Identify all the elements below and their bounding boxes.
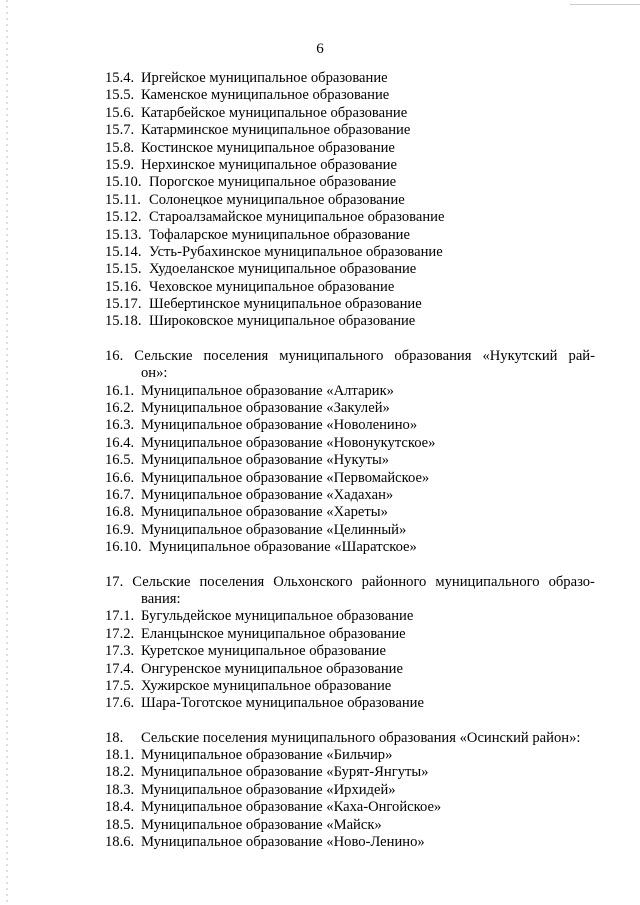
list-item: [105, 417, 595, 434]
heading-word: Сельские: [132, 573, 191, 590]
list-item-text: Муниципальное образование «Первомайское»: [141, 469, 430, 486]
list-item: [105, 470, 595, 487]
list-item-text: Муниципальное образование «Хареты»: [141, 504, 388, 521]
list-item-text: Муниципальное образование «Новонукутское»: [141, 434, 436, 451]
heading-word: Ольхонского: [273, 573, 353, 590]
list-item-text: Муниципальное образование «Целинный»: [141, 521, 407, 538]
heading-word: поселения: [199, 573, 265, 590]
heading-word: поселения: [203, 347, 269, 364]
list-section-17: [105, 608, 595, 712]
list-item-number: 16.4.: [105, 434, 135, 451]
section-18-heading-text: Сельские поселения муниципального образования «Осинский район»:: [141, 729, 581, 746]
list-item: [105, 643, 595, 660]
list-item: [105, 209, 595, 226]
list-item: [105, 661, 595, 678]
heading-word: «Нукутский: [482, 347, 558, 364]
section-17-heading: [105, 574, 595, 591]
list-item: [105, 192, 595, 209]
list-item-text: Муниципальное образование «Майск»: [141, 816, 382, 833]
list-item: [105, 695, 595, 712]
list-item-number: 15.13.: [105, 226, 142, 243]
list-item-number: 16.7.: [105, 486, 135, 503]
list-item-number: 17.6.: [105, 695, 135, 712]
list-item-text: Чеховское муниципальное образование: [149, 278, 395, 295]
list-item: [105, 313, 595, 330]
list-item-number: 16.5.: [105, 452, 135, 469]
scan-corner-artifact: [570, 4, 640, 5]
list-item: [105, 261, 595, 278]
list-item-number: 15.9.: [105, 156, 135, 173]
list-item: [105, 140, 595, 157]
list-item-number: 15.4.: [105, 70, 135, 86]
list-item-number: 15.11.: [105, 191, 141, 208]
list-item-text: Муниципальное образование «Новоленино»: [141, 417, 418, 434]
heading-word: образо-: [548, 573, 595, 590]
section-16: [105, 348, 595, 557]
list-item-number: 17.3.: [105, 643, 135, 660]
scan-margin-artifact: [6, 0, 8, 905]
heading-word: муниципального: [279, 347, 384, 364]
list-item-number: 15.18.: [105, 313, 142, 330]
list-item-text: Куретское муниципальное образование: [141, 643, 386, 660]
list-item: [105, 244, 595, 261]
list-item-text: Нерхинское муниципальное образование: [141, 156, 397, 173]
list-item-text: Муниципальное образование «Бильчир»: [141, 747, 393, 764]
list-item-number: 16.2.: [105, 400, 135, 417]
list-item-text: Хужирское муниципальное образование: [141, 677, 392, 694]
list-item-number: 17.1.: [105, 608, 135, 625]
list-item-number: 17.2.: [105, 625, 135, 642]
list-item: [105, 817, 595, 834]
list-item-number: 15.6.: [105, 104, 135, 121]
section-18: [105, 730, 595, 852]
list-item-number: 18.6.: [105, 834, 135, 851]
list-item: [105, 747, 595, 764]
list-item-number: 15.8.: [105, 139, 135, 156]
list-item-text: Солонецкое муниципальное образование: [149, 191, 405, 208]
list-item-text: Муниципальное образование «Каха-Онгойское»: [141, 799, 442, 816]
list-item-text: Катарминское муниципальное образование: [141, 122, 411, 139]
list-item-text: Костинское муниципальное образование: [141, 139, 395, 156]
list-item: [105, 383, 595, 400]
list-item: [105, 539, 595, 556]
list-item: [105, 834, 595, 851]
list-item-text: Онгуренское муниципальное образование: [141, 660, 403, 677]
list-item: [105, 608, 595, 625]
list-item-number: 15.7.: [105, 122, 135, 139]
list-item: [105, 174, 595, 191]
list-item-number: 16.10.: [105, 539, 142, 556]
list-item-text: Муниципальное образование «Закулей»: [141, 400, 390, 417]
list-item-text: Муниципальное образование «Ново-Ленино»: [141, 834, 425, 851]
list-item-number: 15.15.: [105, 261, 142, 278]
list-item: [105, 626, 595, 643]
section-17: [105, 574, 595, 713]
section-number: 16.: [105, 347, 124, 364]
list-item: [105, 799, 595, 816]
list-item-text: Усть-Рубахинское муниципальное образование: [149, 243, 443, 260]
list-item-number: 16.9.: [105, 521, 135, 538]
list-item: [105, 122, 595, 139]
list-item: [105, 157, 595, 174]
list-item-number: 16.6.: [105, 469, 135, 486]
list-item: [105, 279, 595, 296]
list-section-18: [105, 747, 595, 851]
list-item-text: Шара-Тоготское муниципальное образование: [141, 695, 424, 712]
heading-word: районного: [361, 573, 427, 590]
list-item: [105, 522, 595, 539]
list-item: [105, 452, 595, 469]
list-item-text: Муниципальное образование «Хадахан»: [141, 486, 394, 503]
list-item-text: Муниципальное образование «Нукуты»: [141, 452, 390, 469]
list-item: [105, 296, 595, 313]
list-item-text: Катарбейское муниципальное образование: [141, 104, 408, 121]
list-item: [105, 70, 595, 87]
list-item: [105, 782, 595, 799]
list-item-text: Муниципальное образование «Шаратское»: [149, 539, 417, 556]
list-section-15: [105, 70, 595, 331]
list-item: [105, 105, 595, 122]
list-item-number: 16.3.: [105, 417, 135, 434]
list-item-number: 17.4.: [105, 660, 135, 677]
list-item-number: 15.5.: [105, 87, 135, 104]
list-item: [105, 487, 595, 504]
list-item-number: 15.17.: [105, 296, 142, 313]
heading-word: рай-: [568, 347, 595, 364]
list-section-16: [105, 383, 595, 557]
list-item-text: Еланцынское муниципальное образование: [141, 625, 406, 642]
list-item-text: Шебертинское муниципальное образование: [149, 296, 422, 313]
list-item-text: Муниципальное образование «Ирхидей»: [141, 781, 396, 798]
page-number: 6: [316, 41, 324, 57]
list-item: [105, 227, 595, 244]
list-item: [105, 435, 595, 452]
heading-word: образования: [394, 347, 472, 364]
list-item-text: Муниципальное образование «Бурят-Янгуты»: [141, 764, 429, 781]
list-item-text: Каменское муниципальное образование: [141, 87, 390, 104]
list-item-number: 18.2.: [105, 764, 135, 781]
section-17-heading-cont: вания:: [141, 590, 181, 607]
list-item-number: 18.3.: [105, 781, 135, 798]
list-item-number: 18.5.: [105, 816, 135, 833]
list-item-text: Порогское муниципальное образование: [149, 174, 397, 191]
heading-word: муниципального: [435, 573, 540, 590]
list-item: [105, 87, 595, 104]
list-item-number: 15.16.: [105, 278, 142, 295]
list-item-number: 15.14.: [105, 243, 142, 260]
list-item-text: Бугульдейское муниципальное образование: [141, 608, 414, 625]
section-16-heading: [105, 348, 595, 365]
list-item-number: 15.10.: [105, 174, 142, 191]
list-item-number: 18.1.: [105, 747, 135, 764]
list-item-text: Широковское муниципальное образование: [149, 313, 416, 330]
document-body: [105, 70, 595, 851]
section-number: 17.: [105, 573, 124, 590]
section-18-heading: [105, 730, 595, 747]
list-item-text: Худоеланское муниципальное образование: [149, 261, 417, 278]
list-item-text: Тофаларское муниципальное образование: [149, 226, 410, 243]
section-16-heading-cont: он»:: [141, 365, 168, 382]
section-18-number: 18.: [105, 729, 124, 746]
list-item-number: 16.1.: [105, 382, 135, 399]
list-item-number: 18.4.: [105, 799, 135, 816]
list-item-number: 16.8.: [105, 504, 135, 521]
list-item-text: Иргейское муниципальное образование: [141, 70, 388, 86]
list-item: [105, 504, 595, 521]
list-item-text: Муниципальное образование «Алтарик»: [141, 382, 394, 399]
list-item: [105, 764, 595, 781]
list-item-number: 15.12.: [105, 209, 142, 226]
list-item: [105, 678, 595, 695]
heading-word: Сельские: [134, 347, 193, 364]
list-item-text: Староалзамайское муниципальное образование: [149, 209, 445, 226]
list-item-number: 17.5.: [105, 677, 135, 694]
list-item: [105, 400, 595, 417]
